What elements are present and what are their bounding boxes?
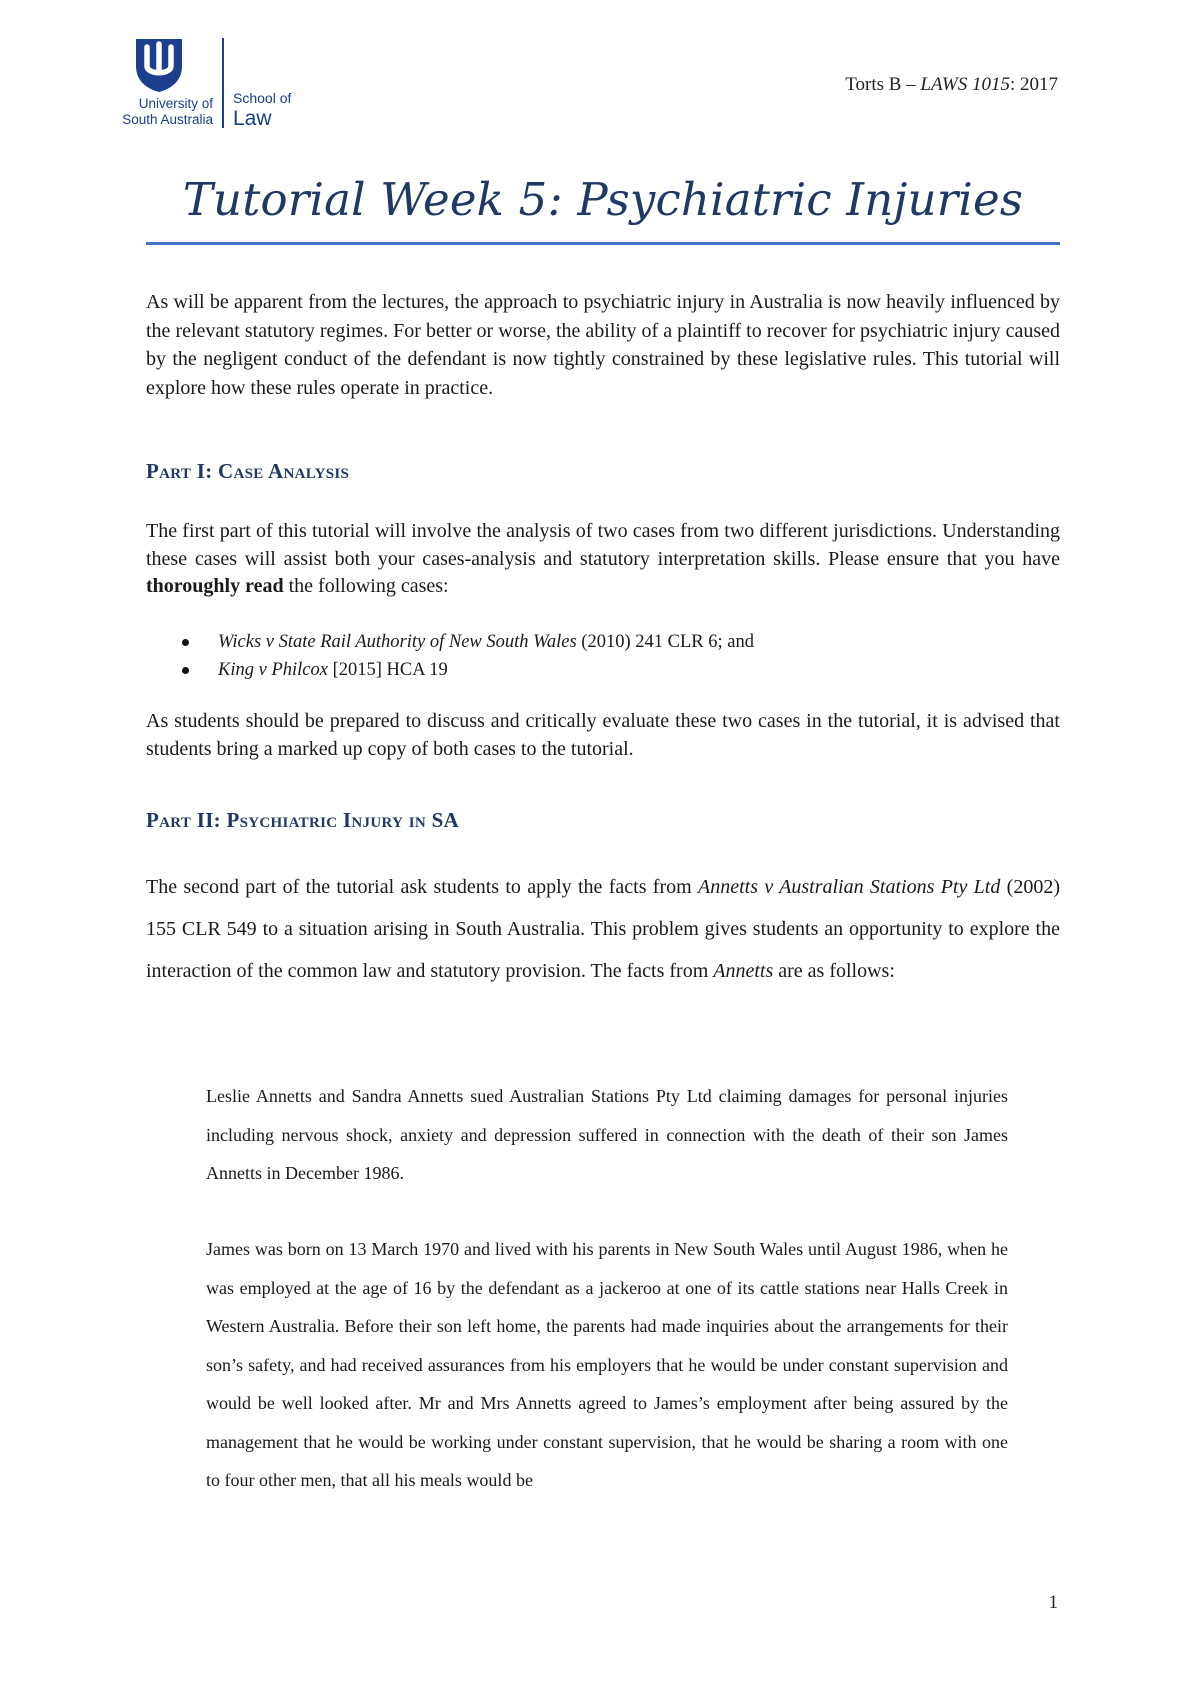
course-code: LAWS 1015 [920,74,1010,95]
part1-closing-paragraph: As students should be prepared to discuss and critically evaluate these two cases in the tutorial, it is advised that students bring a marked up copy of both cases to the tutorial. [146,710,1060,760]
part1-heading: Part I: Case Analysis [146,459,350,483]
title-underline [146,242,1060,245]
university-logo [100,36,300,136]
case-list [168,628,754,684]
page-title: Tutorial Week 5: Psychiatric Injuries [182,173,1024,226]
logo-divider [222,38,224,128]
part2-paragraph: The second part of the tutorial ask students to apply the facts from Annetts v Australian Stations Pty Ltd (2002) 155 CLR 549 to a situation arising in South Australia. This problem gives students an opportunity to explore the interaction of the common law and statutory provision. The facts from Annetts are as follows: [146,876,1060,982]
bullet-icon [182,639,189,646]
part1-paragraph: The first part of this tutorial will involve the analysis of two cases from two different jurisdictions. Understanding these cases will assist both your cases-analysis and statutory interpretation skills. Please ensure that you have thoroughly read the following cases: [146,520,1060,597]
list-item: Wicks v State Rail Authority of New South Wales (2010) 241 CLR 6; and [168,628,754,656]
bullet-icon [182,667,189,674]
logo-school-name: School of Law [233,90,292,130]
logo-university-name: University of South Australia [122,96,213,127]
intro-paragraph: As will be apparent from the lectures, the approach to psychiatric injury in Australia is now heavily influenced by the relevant statutory regimes. For better or worse, the ability of a plaintiff to recover for psychiatric injury caused by the negligent conduct of the defendant is now tightly constrained by these legislative rules. This tutorial will explore how these rules operate in practice. [146,291,1060,399]
part2-heading: Part II: Psychiatric Injury in SA [146,808,460,832]
facts-quote-2: James was born on 13 March 1970 and lived with his parents in New South Wales until August 1986, when he was employed at the age of 16 by the defendant as a jackeroo at one of its cattle stations near Halls Creek in Western Australia. Before their son left home, the parents had made inquiries about the arrangements for their son’s safety, and had received assurances from his employers that he would be under constant supervision and would be well looked after. Mr and Mrs Annetts agreed to James’s employment after being assured by the management that he would be working under constant supervision, that he would be sharing a room with one to four other men, that all his meals would be [206,1239,1008,1490]
list-item: King v Philcox [2015] HCA 19 [168,656,754,684]
course-header: Torts B – LAWS 1015: 2017 [845,74,1058,95]
unisa-shield-icon [133,36,185,94]
page-number: 1 [1048,1592,1058,1613]
facts-quote-1: Leslie Annetts and Sandra Annetts sued Australian Stations Pty Ltd claiming damages for personal injuries including nervous shock, anxiety and depression suffered in connection with the death of their son James Annetts in December 1986. [206,1086,1008,1183]
